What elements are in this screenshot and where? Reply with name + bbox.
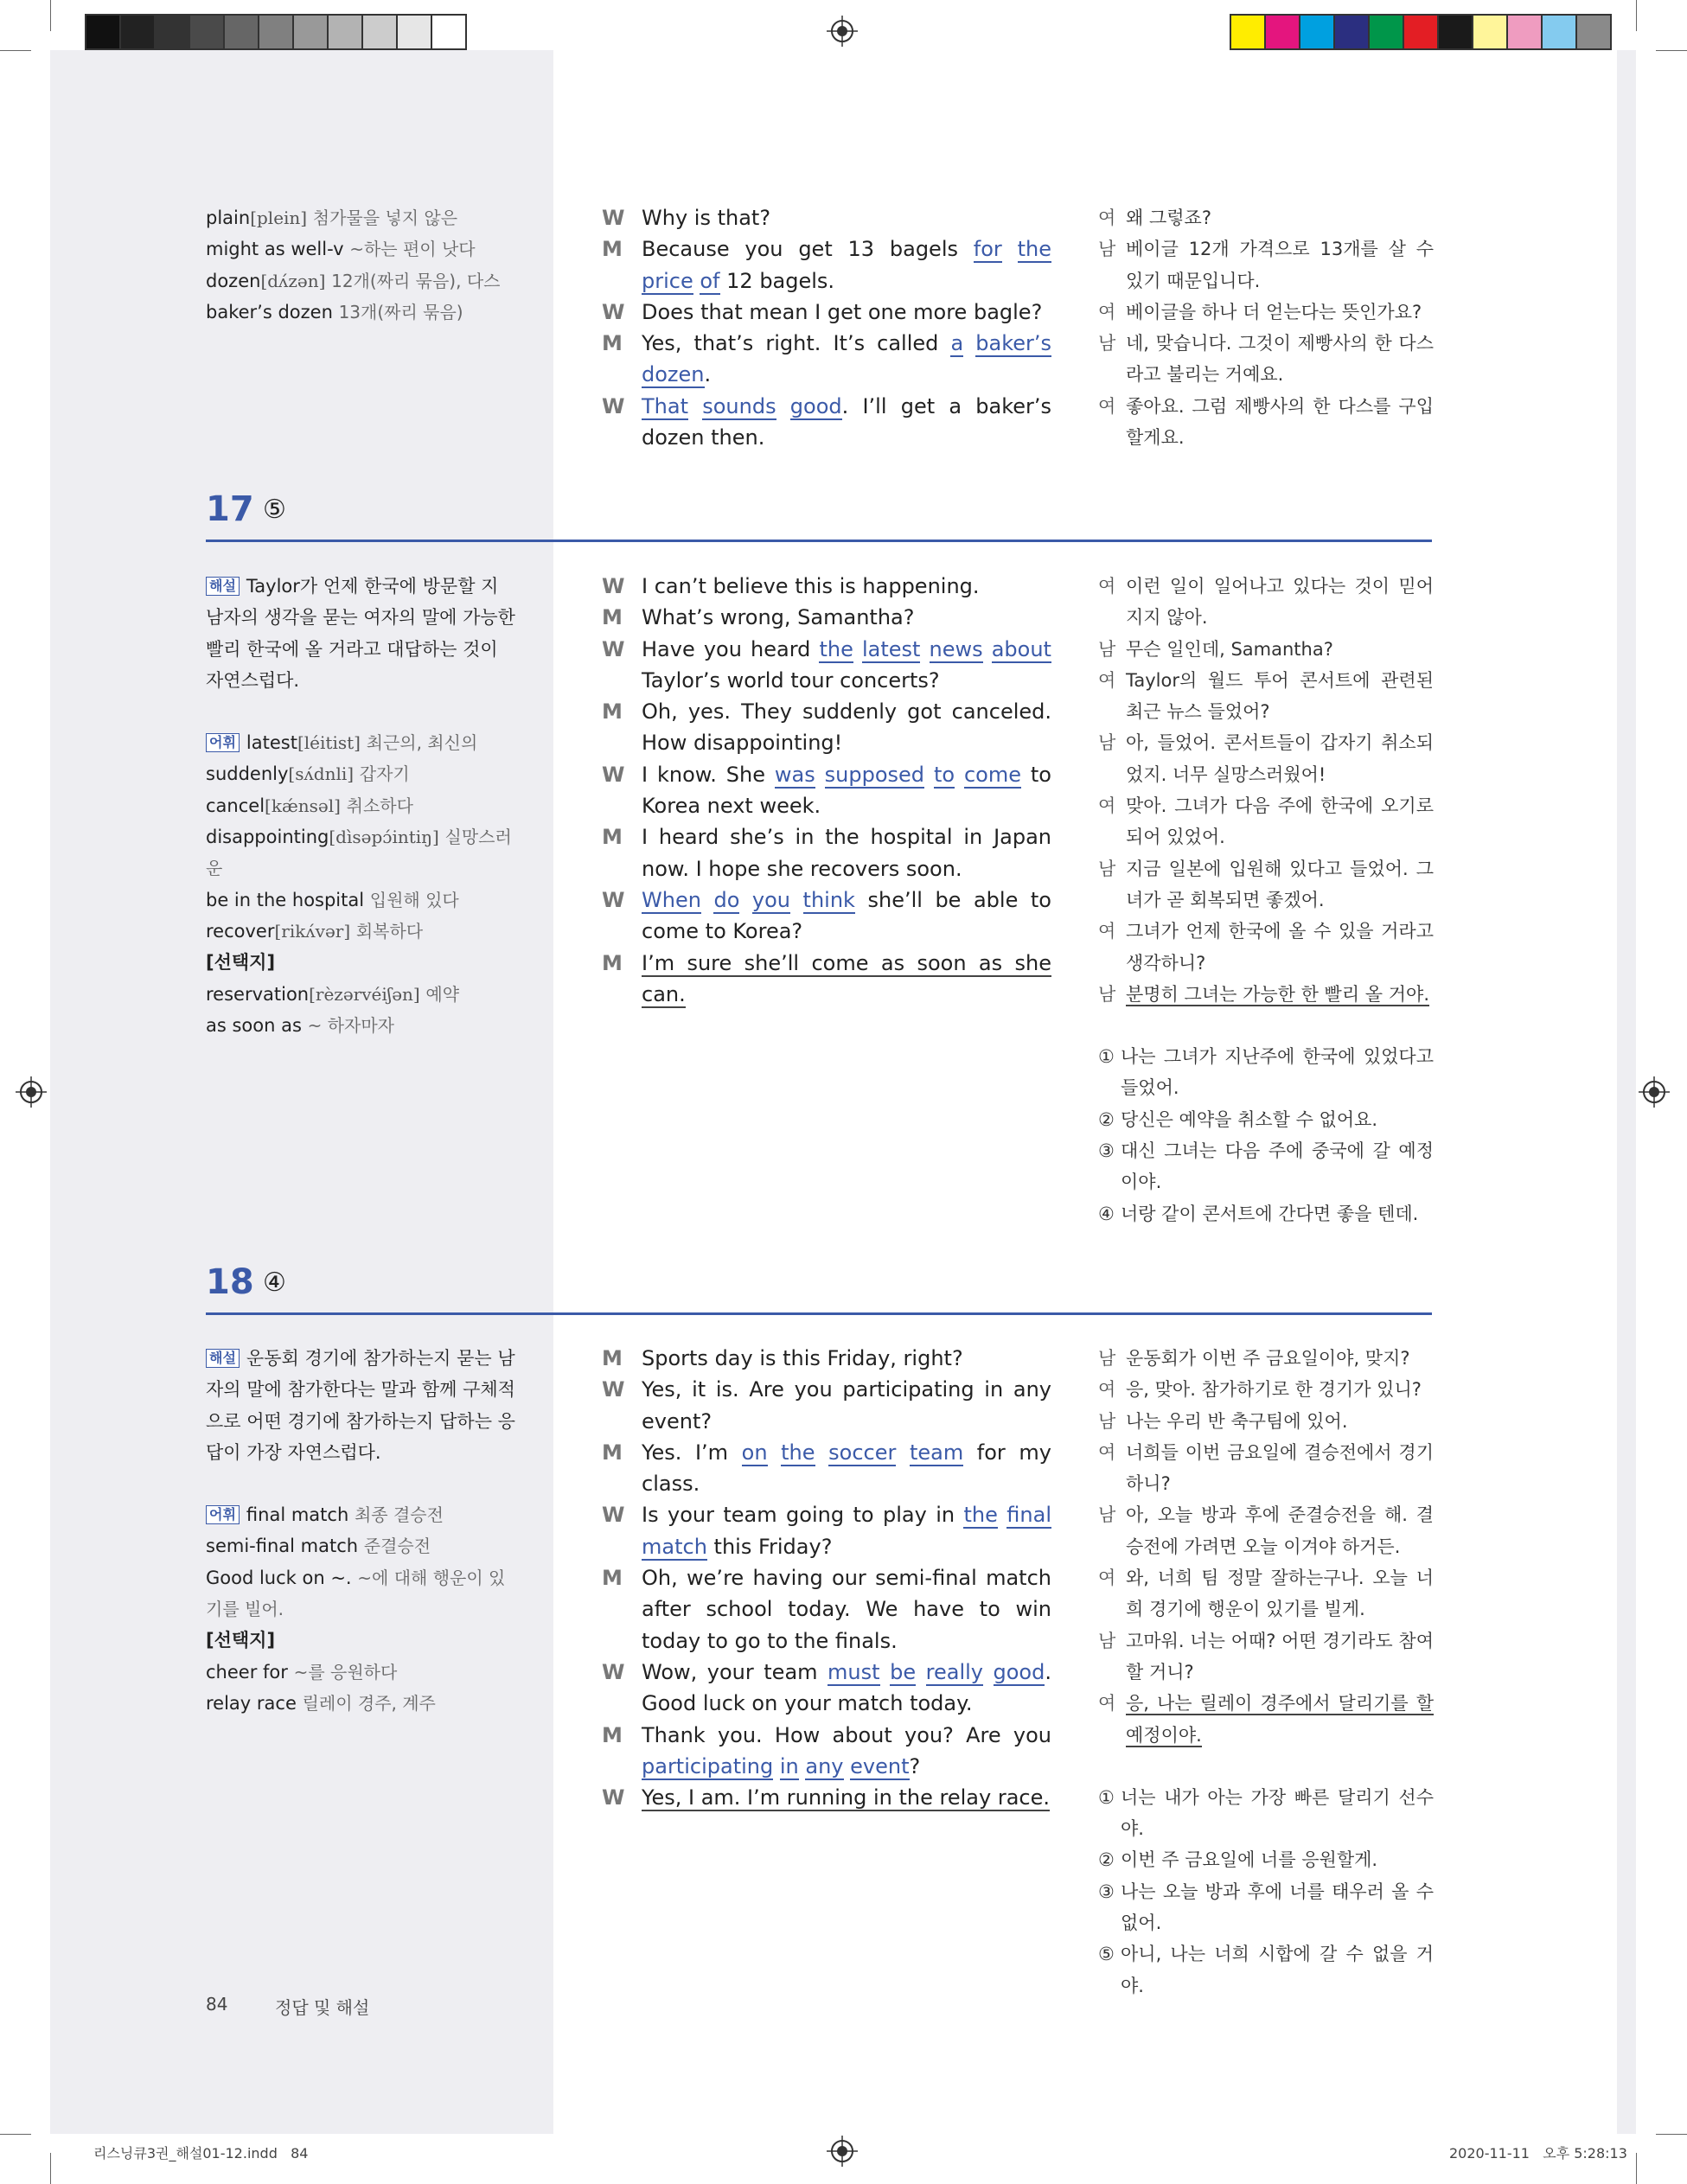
registration-mark-icon xyxy=(827,16,858,47)
color-swatch xyxy=(329,16,363,48)
page-footer-title: 정답 및 해설 xyxy=(275,1997,370,2018)
vocab-item: recover[rikʌ́vər] 회복하다 xyxy=(206,920,424,942)
color-swatch xyxy=(1231,16,1266,48)
vocab-item: disappointing[dìsəpɔ́intiŋ] 실망스러운 xyxy=(206,827,512,879)
registration-mark-icon xyxy=(1639,1076,1670,1108)
question-number: 18 xyxy=(206,1262,254,1302)
dialogue-line: W Is your team going to play in the final match this Friday? xyxy=(602,1503,1051,1559)
explanation-q17: 해설 Taylor가 언제 한국에 방문할 지 남자의 생각을 묻는 여자의 말에 가능한 빨리 한국에 올 거라고 대답하는 것이 자연스럽다. 어휘 latest[léitist] 최근의, 최신의 suddenly[sʌ́dnli] 갑자기 cancel[kǽnsəl] 취소하다 disappointing[dìsəpɔ́intiŋ] 실망스러운 be in the hospital 입원해 있다 recover[rikʌ́vər] 회복하다 [선택지] reservation[rèzərvéiʃən] 예약 as soon as ~ 하자마자 xyxy=(206,571,517,1041)
dialogue-line: W I can’t believe this is happening. xyxy=(602,574,980,598)
print-date: 2020-11-11 오후 5:28:13 xyxy=(1449,2145,1627,2162)
registration-mark-icon xyxy=(827,2136,858,2167)
dialogue-line: W Yes, it is. Are you participating in any event? xyxy=(602,1377,1051,1434)
question-number: 17 xyxy=(206,489,254,529)
dialogue-line: M Oh, yes. They suddenly got canceled. How disappointing! xyxy=(602,699,1051,756)
vocab-item: cheer for ~를 응원하다 xyxy=(206,1661,398,1683)
translation-line: 여 응, 맞아. 참가하기로 한 경기가 있니? xyxy=(1098,1379,1422,1401)
crop-mark xyxy=(0,2134,31,2135)
dialogue-q18 xyxy=(602,1343,1051,1813)
explanation-q18: 해설 운동회 경기에 참가하는지 묻는 남자의 말에 참가한다는 말과 함께 구체적으로 어떤 경기에 참가하는지 답하는 응답이 가장 자연스럽다. 어휘 final match 최종 결승전 semi-final match 준결승전 Good luck on ~. ~에 대해 행운이 있기를 빌어. [선택지] cheer for ~를 응원하다 relay race 릴레이 경주, 계주 xyxy=(206,1343,517,1719)
translation-line: 남 고마워. 너는 어때? 어떤 경기라도 참여할 거니? xyxy=(1098,1630,1434,1683)
option-item: ① 나는 그녀가 지난주에 한국에 있었다고 들었어. xyxy=(1098,1046,1434,1099)
vocab-item: 어휘 latest[léitist] 최근의, 최신의 xyxy=(206,727,517,758)
korean-translation-q18 xyxy=(1098,1343,1434,2002)
vocab-item: dozen[dʌ́zən] 12개(짜리 묶음), 다스 xyxy=(206,270,501,291)
color-swatch xyxy=(1335,16,1370,48)
option-item: ③ 대신 그녀는 다음 주에 중국에 갈 예정이야. xyxy=(1098,1140,1434,1193)
translation-line: 여 응, 나는 릴레이 경주에서 달리기를 할 예정이야. xyxy=(1098,1693,1434,1746)
option-item: ④ 너랑 같이 콘서트에 간다면 좋을 텐데. xyxy=(1098,1203,1419,1224)
left-sidebar-panel xyxy=(50,50,553,2134)
color-swatch xyxy=(1266,16,1300,48)
dialogue-line: W Have you heard the latest news about Taylor’s world tour concerts? xyxy=(602,636,1051,693)
option-item: ② 이번 주 금요일에 너를 응원할게. xyxy=(1098,1849,1378,1871)
dialogue-line: W That sounds good. I’ll get a baker’s dozen then. xyxy=(602,393,1051,450)
gray-color-bar xyxy=(85,14,467,50)
vocab-item: be in the hospital 입원해 있다 xyxy=(206,889,459,910)
color-swatch xyxy=(1577,16,1610,48)
answer-line: 분명히 그녀는 가능한 한 빨리 올 거야. xyxy=(1126,983,1430,1005)
dialogue-line: W Why is that? xyxy=(602,206,771,230)
dialogue-line: M I heard she’s in the hospital in Japan now. I hope she recovers soon. xyxy=(602,825,1051,881)
color-swatch xyxy=(1543,16,1577,48)
vocab-item: reservation[rèzərvéiʃən] 예약 xyxy=(206,983,460,1005)
vocab-item: suddenly[sʌ́dnli] 갑자기 xyxy=(206,763,410,785)
vocab-item: as soon as ~ 하자마자 xyxy=(206,1014,395,1036)
vocab-item: relay race 릴레이 경주, 계주 xyxy=(206,1692,436,1714)
translation-line: 남 운동회가 이번 주 금요일이야, 맞지? xyxy=(1098,1348,1410,1369)
dialogue-line: W I know. She was supposed to come to Korea next week. xyxy=(602,762,1051,819)
explanation-badge: 해설 xyxy=(206,577,240,596)
translation-line: 남 네, 맞습니다. 그것이 제빵사의 한 다스라고 불리는 거예요. xyxy=(1098,333,1434,386)
section-divider xyxy=(206,540,1432,542)
color-swatch xyxy=(121,16,156,48)
answer-line: Yes, I am. I’m running in the relay race. xyxy=(642,1785,1051,1810)
color-swatch xyxy=(432,16,465,48)
translation-line: 여 좋아요. 그럼 제빵사의 한 다스를 구입할게요. xyxy=(1098,395,1434,449)
dialogue-line: M Because you get 13 bagels for the price of 12 bagels. xyxy=(602,237,1051,293)
color-swatch xyxy=(1370,16,1404,48)
translation-line: 여 와, 너희 팀 정말 잘하는구나. 오늘 너희 경기에 행운이 있기를 빌게. xyxy=(1098,1568,1434,1620)
vocab-item: Good luck on ~. ~에 대해 행운이 있기를 빌어. xyxy=(206,1567,506,1620)
answer-line: I’m sure she’ll come as soon as she can. xyxy=(642,950,1051,1006)
color-swatch xyxy=(190,16,225,48)
crop-mark xyxy=(1656,50,1687,51)
dialogue-line: W When do you think she’ll be able to come to Korea? xyxy=(602,887,1051,944)
answer-mark: ④ xyxy=(263,1268,286,1298)
translation-line: 여 너희들 이번 금요일에 결승전에서 경기하니? xyxy=(1098,1441,1434,1495)
vocab-list-top xyxy=(206,202,517,328)
dialogue-line: M Sports day is this Friday, right? xyxy=(602,1346,963,1370)
translation-line: 여 베이글을 하나 더 얻는다는 뜻인가요? xyxy=(1098,301,1422,322)
option-item: ① 너는 내가 아는 가장 빠른 달리기 선수야. xyxy=(1098,1786,1434,1840)
crop-mark xyxy=(1636,0,1637,31)
translation-line: 남 베이글 12개 가격으로 13개를 살 수 있기 때문입니다. xyxy=(1098,239,1434,291)
dialogue-line: M What’s wrong, Samantha? xyxy=(602,605,915,630)
vocab-item: might as well-v ~하는 편이 낫다 xyxy=(206,239,476,260)
color-swatch xyxy=(259,16,294,48)
option-item: ⑤ 아니, 나는 너희 시합에 갈 수 없을 거야. xyxy=(1098,1944,1434,1996)
color-swatch xyxy=(1508,16,1543,48)
translation-line: 남 아, 들었어. 콘서트들이 갑자기 취소되었지. 너무 실망스러웠어! xyxy=(1098,732,1434,785)
file-slug: 리스닝큐3권_해설01-12.indd 84 xyxy=(93,2145,309,2162)
option-item: ② 당신은 예약을 취소할 수 없어요. xyxy=(1098,1108,1378,1130)
vocab-badge: 어휘 xyxy=(206,1505,240,1524)
crop-mark xyxy=(1636,2153,1637,2184)
translation-line: 남 분명히 그녀는 가능한 한 빨리 올 거야. xyxy=(1098,983,1430,1005)
translation-line: 여 Taylor의 월드 투어 콘서트에 관련된 최근 뉴스 들었어? xyxy=(1098,669,1434,723)
choices-label: [선택지] xyxy=(206,952,276,974)
choices-label: [선택지] xyxy=(206,1630,276,1651)
crop-mark xyxy=(50,0,51,31)
page-number: 84 xyxy=(206,1994,228,2015)
explanation-badge: 해설 xyxy=(206,1349,240,1368)
color-swatch xyxy=(86,16,121,48)
color-swatch xyxy=(363,16,398,48)
dialogue-line: W Wow, your team must be really good. Good luck on your match today. xyxy=(602,1659,1051,1716)
vocab-item: baker’s dozen 13개(짜리 묶음) xyxy=(206,301,463,322)
dialogue-line: M Oh, we’re having our semi-final match after school today. We have to win today to go to the finals. xyxy=(602,1566,1051,1653)
dialogue-line: W Yes, I am. I’m running in the relay race. xyxy=(602,1785,1051,1810)
dialogue-line: M I’m sure she’ll come as soon as she can. xyxy=(602,950,1051,1006)
dialogue-q17 xyxy=(602,571,1051,1010)
dialogue-line: M Yes. I’m on the soccer team for my class. xyxy=(602,1440,1051,1497)
dialogue-line: M Thank you. How about you? Are you participating in any event? xyxy=(602,1722,1051,1778)
translation-line: 여 맞아. 그녀가 다음 주에 한국에 오기로 되어 있었어. xyxy=(1098,795,1434,848)
process-color-bar xyxy=(1230,14,1612,50)
color-swatch xyxy=(1439,16,1473,48)
crop-mark xyxy=(1656,2134,1687,2135)
translation-line: 남 지금 일본에 입원해 있다고 들었어. 그녀가 곧 회복되면 좋겠어. xyxy=(1098,858,1434,910)
dialogue-top xyxy=(602,202,1051,453)
vocab-item: semi-final match 준결승전 xyxy=(206,1536,431,1557)
registration-mark-icon xyxy=(16,1076,47,1108)
right-edge-strip xyxy=(1617,50,1636,2134)
vocab-item: 어휘 final match 최종 결승전 xyxy=(206,1499,517,1530)
color-swatch xyxy=(1404,16,1439,48)
translation-line: 남 무슨 일인데, Samantha? xyxy=(1098,638,1333,660)
translation-line: 남 아, 오늘 방과 후에 준결승전을 해. 결승전에 가려면 오늘 이겨야 하거든. xyxy=(1098,1504,1434,1557)
translation-line: 여 왜 그렇죠? xyxy=(1098,208,1211,228)
translation-line: 여 그녀가 언제 한국에 올 수 있을 거라고 생각하니? xyxy=(1098,921,1434,974)
korean-translation-q17 xyxy=(1098,571,1434,1229)
vocab-item: cancel[kǽnsəl] 취소하다 xyxy=(206,795,413,816)
color-swatch xyxy=(294,16,329,48)
answer-line: 응, 나는 릴레이 경주에서 달리기를 할 예정이야. xyxy=(1126,1693,1434,1746)
section-divider xyxy=(206,1312,1432,1315)
korean-translation-top xyxy=(1098,202,1434,453)
vocab-item: plain[plein] 첨가물을 넣지 않은 xyxy=(206,208,458,228)
crop-mark xyxy=(50,2153,51,2184)
color-swatch xyxy=(225,16,259,48)
color-swatch xyxy=(398,16,432,48)
color-swatch xyxy=(156,16,190,48)
translation-line: 남 나는 우리 반 축구팀에 있어. xyxy=(1098,1410,1348,1432)
color-swatch xyxy=(1300,16,1335,48)
vocab-badge: 어휘 xyxy=(206,733,240,752)
option-item: ③ 나는 오늘 방과 후에 너를 태우러 올 수 없어. xyxy=(1098,1881,1434,1934)
answer-mark: ⑤ xyxy=(263,495,286,525)
dialogue-line: M Yes, that’s right. It’s called a baker’s dozen. xyxy=(602,331,1051,387)
translation-line: 여 이런 일이 일어나고 있다는 것이 믿어지지 않아. xyxy=(1098,576,1434,629)
color-swatch xyxy=(1473,16,1508,48)
dialogue-line: W Does that mean I get one more bagle? xyxy=(602,299,1043,324)
crop-mark xyxy=(0,50,31,51)
